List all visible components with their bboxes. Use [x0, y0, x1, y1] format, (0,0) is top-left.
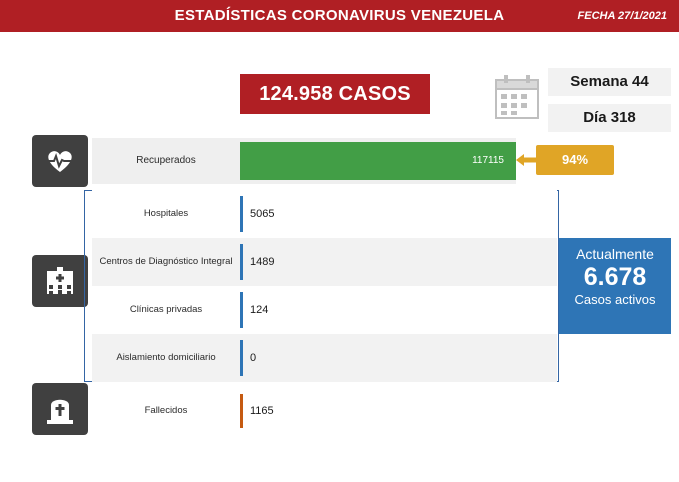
table-row	[92, 334, 557, 382]
page-title: ESTADÍSTICAS CORONAVIRUS VENEZUELA	[174, 7, 505, 24]
breakdown-value: 0	[250, 352, 257, 364]
active-cases-number: 6.678	[583, 263, 647, 291]
breakdown-label: Aislamiento domiciliario	[116, 352, 216, 363]
active-cases-subtitle: Casos activos	[574, 292, 656, 307]
deaths-value: 1165	[250, 405, 274, 417]
recovered-percent-badge: 94%	[536, 145, 614, 175]
deaths-label: Fallecidos	[144, 405, 188, 416]
table-row	[92, 190, 557, 238]
breakdown-label: Hospitales	[143, 208, 189, 219]
recovered-bar	[240, 142, 516, 180]
tombstone-icon	[32, 383, 88, 435]
arrow-left-icon	[516, 152, 538, 168]
bar-tick	[240, 196, 243, 232]
breakdown-label: Centros de Diagnóstico Integral	[99, 256, 233, 267]
active-cases-title: Actualmente	[576, 246, 654, 262]
bar-tick	[240, 292, 243, 328]
bar-tick	[240, 394, 243, 428]
active-cases-box	[559, 238, 671, 334]
day-label: Día 318	[548, 104, 671, 132]
calendar-icon	[494, 74, 540, 120]
bar-tick	[240, 244, 243, 280]
breakdown-value: 124	[250, 304, 269, 316]
table-row	[92, 286, 557, 334]
header-bar	[0, 0, 679, 32]
table-row	[92, 238, 557, 286]
breakdown-value: 5065	[250, 208, 275, 220]
breakdown-label: Clínicas privadas	[129, 304, 203, 315]
heartbeat-icon	[32, 135, 88, 187]
breakdown-value: 1489	[250, 256, 275, 268]
bar-tick	[240, 340, 243, 376]
report-date: FECHA 27/1/2021	[577, 10, 667, 22]
deaths-row	[92, 388, 557, 434]
recovered-value: 117115	[472, 155, 504, 166]
week-label: Semana 44	[548, 68, 671, 96]
total-cases-badge: 124.958 CASOS	[240, 74, 430, 114]
hospital-icon	[32, 255, 88, 307]
recovered-label: Recuperados	[136, 155, 196, 166]
